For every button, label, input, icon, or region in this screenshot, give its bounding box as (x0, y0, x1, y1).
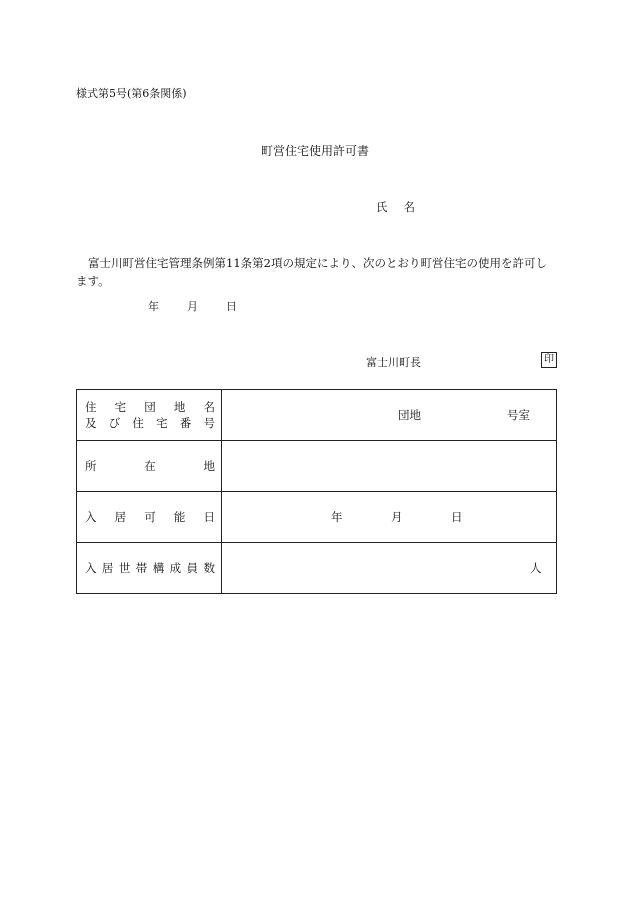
household-members-value-field[interactable] (222, 543, 557, 594)
issue-date (148, 298, 237, 314)
move-in-date-label: 入 居 可 能 日 (77, 492, 222, 543)
table-row (77, 441, 557, 492)
table-row (77, 390, 557, 441)
location-label: 所 在 地 (77, 441, 222, 492)
housing-complex-label (77, 390, 222, 441)
table-row (77, 492, 557, 543)
seal-mark: 印 (541, 352, 557, 368)
complex-suffix: 団地 (398, 408, 421, 422)
applicant-name-label (376, 199, 415, 215)
name-label-char: 氏 (376, 200, 388, 214)
issuer-title: 富士川町長 (366, 356, 421, 369)
move-in-date-value-field[interactable] (222, 492, 557, 543)
name-label-char: 名 (403, 200, 415, 214)
date-day-label: 日 (226, 300, 237, 313)
document-title: 町営住宅使用許可書 (260, 144, 369, 158)
housing-info-table (76, 389, 557, 594)
label-line: 住 宅 団 地 名 (85, 400, 215, 414)
form-number: 様式第5号(第6条関係) (76, 87, 187, 100)
move-in-day-label: 日 (451, 510, 463, 524)
move-in-year-label: 年 (331, 510, 343, 524)
room-suffix: 号室 (507, 408, 530, 422)
housing-complex-value-field[interactable] (222, 390, 557, 441)
date-year-label: 年 (148, 300, 159, 313)
location-value-field[interactable] (222, 441, 557, 492)
table-row (77, 543, 557, 594)
date-month-label: 月 (187, 300, 198, 313)
household-members-label: 入 居 世 帯 構 成 員 数 (77, 543, 222, 594)
permission-statement: 富士川町営住宅管理条例第11条第2項の規定により、次のとおり町営住宅の使用を許可します。 (76, 256, 547, 288)
persons-suffix: 人 (530, 561, 542, 575)
label-line: 及 び 住 宅 番 号 (85, 416, 215, 430)
move-in-month-label: 月 (391, 510, 403, 524)
